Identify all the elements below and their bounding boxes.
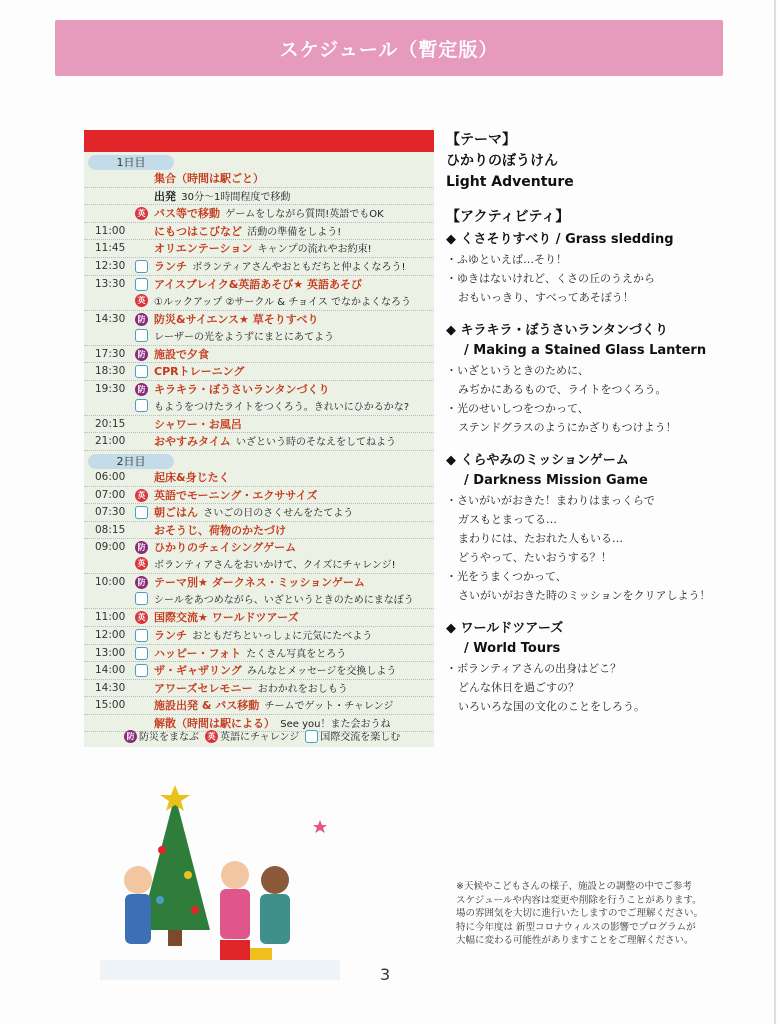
schedule-text — [154, 680, 348, 698]
page-number: 3 — [380, 965, 391, 984]
schedule-description: 活動の準備をしよう! — [247, 226, 342, 238]
note-line: 特に今年度は 新型コロナウィルスの影響でプログラムが — [456, 921, 696, 933]
schedule-row — [84, 363, 434, 381]
schedule-time: 12:00 — [95, 628, 126, 641]
activity-subtitle: / Making a Stained Glass Lantern — [464, 343, 707, 358]
schedule-description: ボランティアさんをおいかけて、クイズにチャレンジ! — [154, 560, 396, 572]
schedule-row — [84, 487, 434, 505]
schedule-panel — [84, 130, 434, 747]
schedule-icons — [135, 313, 149, 342]
schedule-time: 21:00 — [95, 435, 126, 448]
disclaimer-note — [456, 880, 766, 948]
schedule-activity: シャワー・お風呂 — [154, 417, 242, 431]
schedule-icons — [135, 541, 149, 570]
schedule-time: 07:00 — [95, 488, 126, 501]
schedule-activity: オリエンテーション — [154, 242, 253, 256]
schedule-text — [154, 645, 346, 663]
schedule-row — [84, 205, 434, 223]
schedule-text — [154, 223, 341, 241]
activity-bullet — [446, 399, 766, 437]
bullet-line: ステンドグラスのようにかざりもつけよう！ — [458, 421, 677, 434]
schedule-icons — [135, 207, 149, 220]
schedule-text — [154, 205, 384, 223]
schedule-icons — [135, 260, 149, 273]
schedule-description: ①ルックアップ ②サークル & チョイス でなかよくなろう — [154, 296, 412, 308]
schedule-row — [84, 680, 434, 698]
kokusai-icon — [135, 260, 148, 273]
schedule-text — [154, 258, 405, 276]
schedule-time: 08:15 — [95, 523, 126, 536]
bullet-line: ・光のせいしつをつかって、 — [446, 402, 589, 415]
schedule-activity: ランチ — [154, 259, 187, 273]
schedule-row — [84, 346, 434, 364]
schedule-time: 19:30 — [95, 382, 126, 395]
schedule-icons — [135, 383, 149, 412]
kokusai-icon — [135, 647, 148, 660]
schedule-time: 18:30 — [95, 365, 126, 378]
schedule-row — [84, 662, 434, 680]
schedule-activity: 朝ごはん — [154, 506, 198, 520]
schedule-description: いざという時のそなえをしてねよう — [236, 437, 397, 449]
note-line: スケジュールや内容は変更や削除を行うことがあります。 — [456, 894, 702, 906]
bousai-icon: 防 — [135, 541, 148, 554]
schedule-activity: ひかりのチェイシングゲーム — [154, 541, 297, 555]
gift — [220, 940, 250, 962]
legend-bousai: 防 防災をまなぶ — [124, 728, 199, 744]
schedule-icons — [135, 506, 149, 519]
activity-bullet — [446, 269, 766, 307]
theme-title-jp: ひかりのぼうけん — [446, 153, 558, 169]
bullet-line: ガスもとまってる… — [458, 513, 557, 526]
note-line: ※天候やこどもさんの様子、施設との調整の中でご参考 — [456, 881, 692, 892]
bullet-line: ・ボランティアさんの出身はどこ？ — [446, 662, 622, 675]
schedule-description: チームでゲット・チャレンジ — [264, 701, 394, 713]
schedule-activity: キラキラ・ぼうさいランタンづくり — [154, 382, 330, 396]
schedule-header-bar — [84, 130, 434, 152]
schedule-row — [84, 223, 434, 241]
bullet-line: ・さいがいがおきた！まわりはまっくらで — [446, 494, 655, 507]
day2-header — [84, 451, 434, 469]
activity-block — [446, 230, 766, 307]
schedule-row — [84, 381, 434, 416]
bullet-line: どうやって、たいおうする？！ — [458, 551, 612, 564]
schedule-activity: 英語でモーニング・エクササイズ — [154, 488, 318, 502]
schedule-row — [84, 504, 434, 522]
kokusai-icon — [135, 329, 148, 342]
schedule-row — [84, 697, 434, 715]
schedule-row — [84, 416, 434, 434]
snow-ground — [100, 960, 340, 980]
schedule-text — [154, 311, 334, 346]
christmas-illustration — [100, 780, 340, 980]
schedule-time: 13:00 — [95, 646, 126, 659]
schedule-icons — [135, 647, 149, 660]
kokusai-icon — [135, 664, 148, 677]
schedule-icons — [135, 629, 149, 642]
schedule-description: ボランティアさんやおともだちと仲よくなろう! — [192, 261, 406, 273]
schedule-activity: 国際交流★ ワールドツアーズ — [154, 611, 299, 625]
child-face — [261, 866, 289, 894]
schedule-description: シールをあつめながら、いざというときのためにまなぼう — [154, 595, 414, 607]
activity-block — [446, 451, 766, 605]
child-face — [124, 866, 152, 894]
schedule-time: 17:30 — [95, 347, 126, 360]
schedule-time: 10:00 — [95, 576, 126, 589]
schedule-text — [154, 487, 317, 505]
schedule-time: 11:00 — [95, 224, 126, 237]
kokusai-icon — [135, 506, 148, 519]
schedule-time: 06:00 — [95, 470, 126, 483]
schedule-row — [84, 609, 434, 627]
schedule-row — [84, 240, 434, 258]
star-icon — [313, 820, 327, 833]
page-title-banner — [55, 20, 723, 76]
eigo-icon: 英 — [135, 489, 148, 502]
schedule-activity: アイスブレイク&英語あそび★ 英語あそび — [154, 277, 362, 291]
legend-eigo: 英 英語にチャレンジ — [205, 728, 299, 744]
schedule-row — [84, 258, 434, 276]
schedule-description: レーザーの光をようずにまとにあてよう — [154, 331, 334, 343]
schedule-time: 12:30 — [95, 259, 126, 272]
schedule-icons — [135, 348, 149, 361]
day2-label: 2日目 — [88, 454, 174, 469]
bullet-line: さいがいがおきた時のミッションをクリアしよう！ — [458, 589, 711, 602]
schedule-description: みんなとメッセージを交換しよう — [247, 666, 397, 678]
schedule-text — [154, 363, 244, 381]
activity-title: ◆ キラキラ・ぼうさいランタンづくり — [446, 323, 669, 338]
schedule-icons — [135, 365, 149, 378]
schedule-activity: 施設出発 & バス移動 — [154, 699, 260, 713]
schedule-icons — [135, 664, 149, 677]
bousai-icon: 防 — [124, 730, 137, 743]
ornament — [158, 846, 166, 854]
schedule-text — [154, 662, 396, 680]
activities-list — [446, 230, 766, 716]
activity-title: ◆ くらやみのミッションゲーム — [446, 453, 629, 468]
schedule-row — [84, 539, 434, 574]
child-face — [221, 861, 249, 889]
bullet-line: おもいっきり、すべってあそぼう！ — [458, 291, 634, 304]
schedule-row — [84, 311, 434, 346]
schedule-description: たくさん写真をとろう — [246, 648, 347, 660]
bullet-line: どんな休日を過ごすの？ — [458, 681, 579, 694]
schedule-text — [154, 188, 290, 206]
schedule-activity: テーマ別★ ダークネス・ミッションゲーム — [154, 576, 365, 590]
kokusai-icon — [135, 278, 148, 291]
schedule-text — [154, 170, 264, 188]
bullet-line: ・いざというときのために、 — [446, 364, 589, 377]
bullet-line: ・ゆきはないけれど、くさの丘のうえから — [446, 272, 655, 285]
kokusai-icon — [305, 730, 318, 743]
bousai-icon: 防 — [135, 313, 148, 326]
schedule-activity: にもつはこびなど — [154, 224, 242, 238]
child-body — [260, 894, 290, 944]
kokusai-icon — [135, 629, 148, 642]
schedule-activity: 防災&サイエンス★ 草そりすべり — [154, 312, 319, 326]
schedule-description: さいごの日のさくせんをたてよう — [203, 508, 354, 520]
eigo-icon: 英 — [205, 730, 218, 743]
kokusai-icon — [135, 592, 148, 605]
eigo-icon: 英 — [135, 557, 148, 570]
note-line: 場の雰囲気を大切に進行いたしますのでご理解ください。 — [456, 908, 704, 919]
schedule-row — [84, 433, 434, 451]
schedule-row — [84, 645, 434, 663]
schedule-text — [154, 416, 242, 434]
schedule-row — [84, 469, 434, 487]
activity-title: ◆ ワールドツアーズ — [446, 621, 564, 636]
schedule-description: キャンプの流れやお約束! — [257, 244, 372, 256]
activity-title: ◆ くさそりすべり / Grass sledding — [446, 232, 674, 247]
schedule-text — [154, 240, 372, 258]
schedule-time: 14:30 — [95, 312, 126, 325]
activity-bullet — [446, 361, 766, 399]
schedule-activity: ランチ — [154, 628, 187, 642]
ornament — [156, 896, 164, 904]
schedule-legend — [124, 728, 400, 744]
activity-block — [446, 619, 766, 716]
schedule-activity: ハッピー・フォト — [154, 646, 242, 660]
schedule-row — [84, 627, 434, 645]
bullet-line: ・光をうまくつかって、 — [446, 570, 567, 583]
schedule-row — [84, 574, 434, 609]
schedule-activity: バス等で移動 — [154, 207, 220, 221]
bousai-icon: 防 — [135, 383, 148, 396]
schedule-row — [84, 188, 434, 206]
activity-subtitle: / World Tours — [464, 641, 561, 656]
activity-subtitle: / Darkness Mission Game — [464, 473, 648, 488]
schedule-activity: 集合（時間は駅ごと） — [154, 172, 264, 185]
theme-title-en: Light Adventure — [446, 174, 574, 190]
ornament — [191, 906, 199, 914]
schedule-time: 14:30 — [95, 681, 126, 694]
schedule-activity: アワーズセレモニー — [154, 681, 253, 695]
schedule-text — [154, 381, 409, 416]
bullet-line: まわりには、たおれた人もいる… — [458, 532, 623, 545]
schedule-text — [154, 346, 209, 364]
page-title: スケジュール（暫定版） — [279, 38, 499, 61]
schedule-description: おわかれをおしもう — [257, 683, 348, 695]
schedule-row — [84, 522, 434, 540]
activity-block — [446, 321, 766, 437]
activity-bullet — [446, 567, 766, 605]
schedule-icons — [135, 489, 149, 502]
schedule-activity: 解散（時間は駅による） — [154, 716, 275, 730]
bullet-line: みぢかにあるもので、ライトをつくろう。 — [458, 383, 667, 396]
bullet-line: ・ふゆといえば…そり！ — [446, 253, 567, 266]
day2-rows — [84, 469, 434, 733]
legend-kokusai: 国際交流を楽しむ — [305, 728, 400, 744]
schedule-text — [154, 469, 230, 487]
schedule-text — [154, 697, 393, 715]
activity-bullet — [446, 491, 766, 567]
schedule-activity: 出発 — [154, 189, 176, 203]
schedule-row — [84, 170, 434, 188]
schedule-activity: 施設で夕食 — [154, 347, 209, 361]
schedule-description: おともだちといっしょに元気にたべよう — [192, 630, 373, 642]
schedule-text — [154, 609, 299, 627]
eigo-icon: 英 — [135, 611, 148, 624]
schedule-time: 13:30 — [95, 277, 126, 290]
kokusai-icon — [135, 399, 148, 412]
schedule-text — [154, 433, 396, 451]
eigo-icon: 英 — [135, 294, 148, 307]
schedule-text — [154, 276, 411, 311]
day1-rows — [84, 170, 434, 451]
schedule-activity: ザ・ギャザリング — [154, 664, 242, 678]
schedule-icons — [135, 278, 149, 307]
schedule-time: 11:45 — [95, 242, 126, 255]
activities-heading: 【アクティビティ】 — [446, 209, 570, 225]
schedule-time: 09:00 — [95, 541, 126, 554]
schedule-activity: CPRトレーニング — [154, 365, 245, 379]
theme-heading: 【テーマ】 — [446, 132, 516, 148]
schedule-time: 20:15 — [95, 417, 126, 430]
schedule-activity: おやすみタイム — [154, 435, 231, 449]
schedule-text — [154, 627, 372, 645]
bousai-icon: 防 — [135, 348, 148, 361]
day1-label: 1日目 — [88, 155, 174, 170]
schedule-time: 14:00 — [95, 664, 126, 677]
note-line: 大幅に変わる可能性がありますことをご理解ください。 — [456, 935, 694, 946]
schedule-activity: おそうじ、荷物のかたづけ — [154, 523, 286, 537]
tree-trunk — [168, 930, 182, 946]
schedule-text — [154, 574, 414, 609]
schedule-description: 30分～1時間程度で移動 — [181, 191, 291, 203]
bullet-line: いろいろな国の文化のことをしろう。 — [458, 700, 645, 713]
schedule-activity: 起床&身じたく — [154, 470, 230, 484]
schedule-text — [154, 539, 396, 574]
schedule-text — [154, 522, 286, 540]
schedule-description: もようをつけたライトをつくろう。きれいにひかるかな? — [154, 401, 410, 413]
schedule-time: 11:00 — [95, 611, 126, 624]
schedule-text — [154, 504, 353, 522]
schedule-description: ゲームをしながら質問!英語でもOK — [225, 209, 384, 221]
activity-bullet — [446, 250, 766, 269]
schedule-time: 15:00 — [95, 699, 126, 712]
description-column — [446, 130, 766, 716]
schedule-description: See you！また会おうね — [280, 718, 391, 730]
eigo-icon: 英 — [135, 207, 148, 220]
schedule-time: 07:30 — [95, 506, 126, 519]
kokusai-icon — [135, 365, 148, 378]
day1-header — [84, 152, 434, 170]
activity-bullet — [446, 659, 766, 716]
schedule-icons — [135, 611, 149, 624]
schedule-icons — [135, 576, 149, 605]
bousai-icon: 防 — [135, 576, 148, 589]
child-body — [125, 894, 151, 944]
ornament — [184, 871, 192, 879]
schedule-row — [84, 276, 434, 311]
child-body — [220, 889, 250, 939]
